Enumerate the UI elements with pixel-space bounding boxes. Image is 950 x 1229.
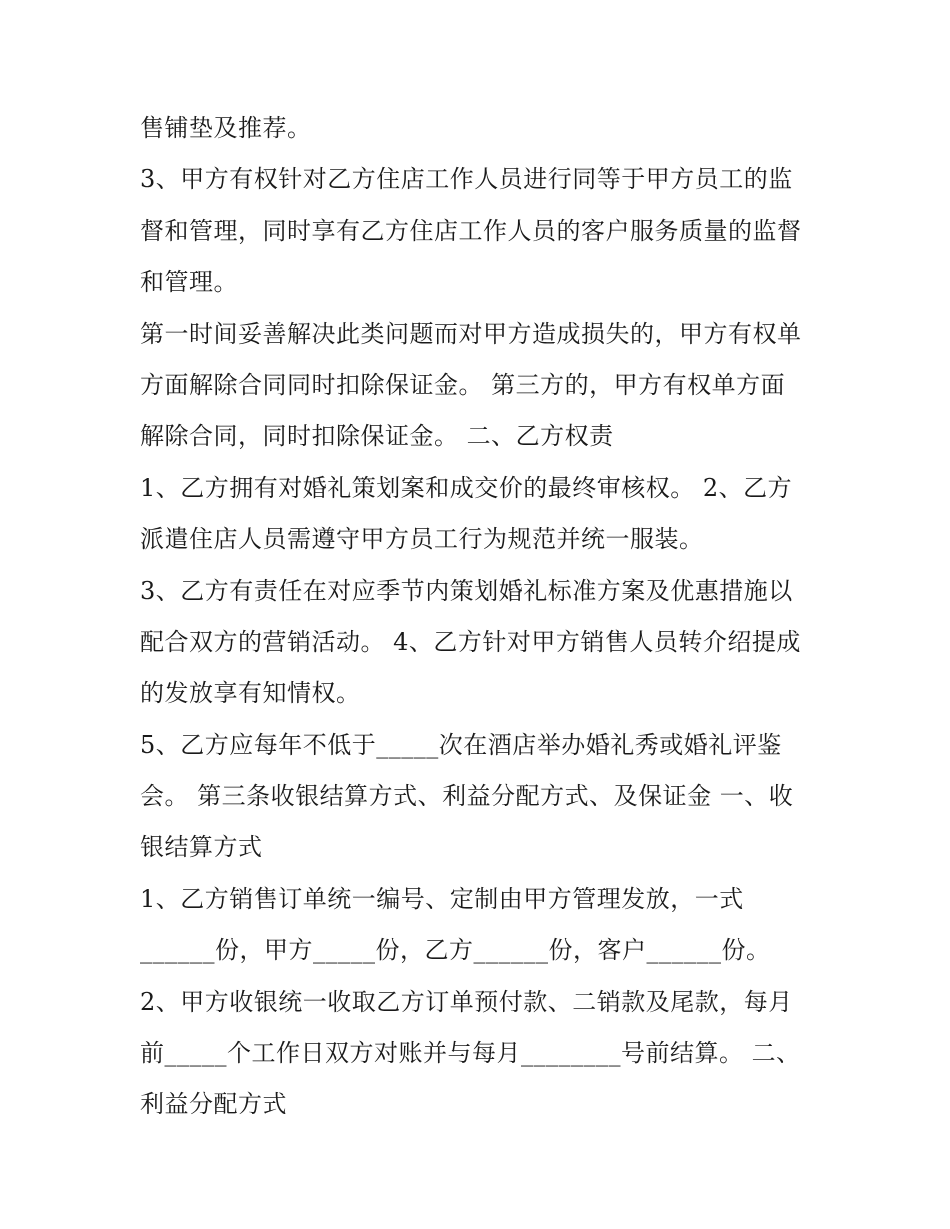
text-line: 第一时间妥善解决此类问题而对甲方造成损失的，甲方有权单 [140,319,802,348]
text-line: 售铺垫及推荐。 [140,114,312,142]
text-line: 派遣住店人员需遵守甲方员工行为规范并统一服装。 [140,525,704,554]
text-line: 方面解除合同同时扣除保证金。 第三方的，甲方有权单方面 [140,370,786,399]
text-line: 解除合同，同时扣除保证金。 二、乙方权责 [140,422,614,451]
text-line: 的发放享有知情权。 [140,679,361,708]
text-line: 会。 第三条收银结算方式、利益分配方式、及保证金 一、收 [140,782,794,811]
text-line: 前_____个工作日双方对账并与每月________号前结算。 二、 [140,1039,801,1068]
text-line: 3、乙方有责任在对应季节内策划婚礼标准方案及优惠措施以 [140,576,793,605]
text-line: ______份，甲方_____份，乙方______份，客户______份。 [140,936,771,965]
text-line: 5、乙方应每年不低于_____次在酒店举办婚礼秀或婚礼评鉴 [140,730,782,759]
text-line: 督和管理，同时享有乙方住店工作人员的客户服务质量的监督 [140,216,802,245]
text-line: 2、甲方收银统一收取乙方订单预付款、二销款及尾款，每月 [140,987,793,1016]
text-line: 1、乙方销售订单统一编号、定制由甲方管理发放，一式 [140,884,744,913]
document-body [140,103,820,1131]
text-line: 银结算方式 [140,833,263,862]
text-line: 配合双方的营销活动。 4、乙方针对甲方销售人员转介绍提成 [140,627,801,656]
text-line: 和管理。 [140,268,238,297]
text-line: 1、乙方拥有对婚礼策划案和成交价的最终审核权。 2、乙方 [140,473,793,502]
text-line: 利益分配方式 [140,1090,287,1119]
text-line: 3、甲方有权针对乙方住店工作人员进行同等于甲方员工的监 [140,165,793,194]
